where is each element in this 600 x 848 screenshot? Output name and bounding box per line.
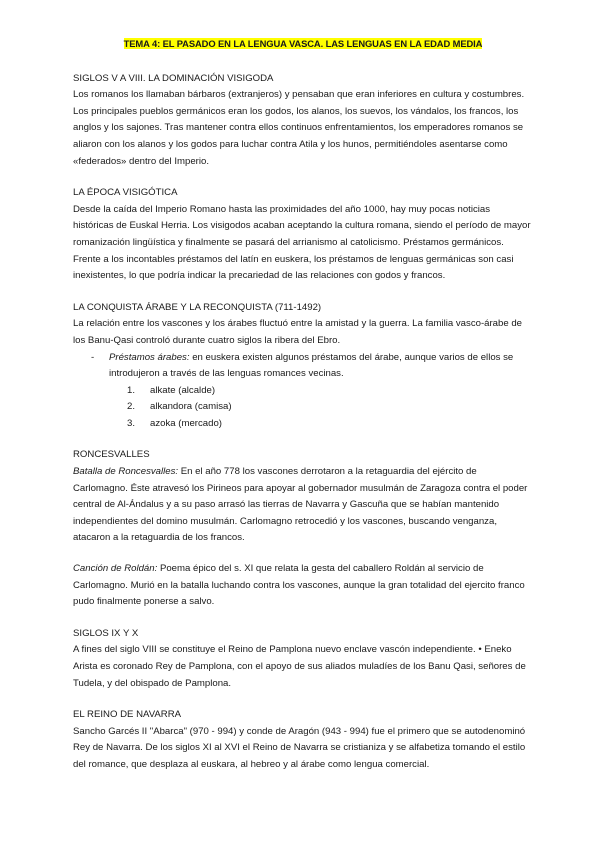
section-paragraph: Sancho Garcés II "Abarca" (970 - 994) y conde de Aragón (943 - 994) fue el primero que se autodenominó Rey de Navarra. De los siglos XI al XVI el Reino de Navarra se cristianiza y se alfabetiza tomando el estilo del romance, que desplaza al euskara, al hebreo y al árabe como lengua comercial. bbox=[73, 725, 526, 770]
section-heading: SIGLOS IX Y X bbox=[73, 627, 139, 639]
list-item-text: alkandora (camisa) bbox=[150, 401, 232, 413]
page-title bbox=[73, 36, 533, 53]
list-item bbox=[73, 416, 533, 433]
list-item bbox=[73, 399, 533, 416]
section-paragraph bbox=[73, 464, 533, 547]
section-visigoda bbox=[73, 71, 533, 171]
numbered-list bbox=[73, 383, 533, 433]
section-paragraph: A fines del siglo VIII se constituye el Reino de Pamplona nuevo enclave vascón independiente. • Eneko Arista es coronado Rey de Pamplona, con el apoyo de sus aliados muladíes de los Banu Qasi, señores de Tudela, y del obispado de Pamplona. bbox=[73, 644, 526, 689]
section-conquista-arabe bbox=[73, 300, 533, 433]
document-page bbox=[73, 36, 533, 789]
list-number: 3. bbox=[127, 417, 136, 429]
section-paragraph: La relación entre los vascones y los árabes fluctuó entre la amistad y la guerra. La familia vasco-árabe de los Banu-Qasi controló durante cuatro siglos la ribera del Ebro. bbox=[73, 318, 523, 346]
highlighted-title: TEMA 4: EL PASADO EN LA LENGUA VASCA. LAS LENGUAS EN LA EDAD MEDIA bbox=[123, 38, 483, 49]
section-paragraph: Los romanos los llamaban bárbaros (extranjeros) y pensaban que eran inferiores en cultura y costumbres. Los principales pueblos germánicos eran los godos, los alanos, los suevos, los vándalos, los francos, los anglos y los sajones. Tras mantener contra ellos continuos enfrentamientos, los emperadores romanos se aliaron con los alanos y los godos para luchar contra Atila y los hunos, permitiéndoles asentarse como «federados» dentro del Imperio. bbox=[73, 89, 525, 167]
paragraph-text: Poema épico del s. XI que relata la gesta del caballero Roldán al servicio de Carlomagno. Murió en la batalla luchando contra los vascones, aunque la gran totalidad del ejercito franco pudo finalmente ponerse a salvo. bbox=[73, 563, 525, 608]
paragraph-gap bbox=[73, 547, 533, 561]
paragraph-label: Canción de Roldán: bbox=[73, 563, 158, 575]
section-heading: EL REINO DE NAVARRA bbox=[73, 709, 182, 721]
section-epoca-visigotica bbox=[73, 185, 533, 285]
paragraph-label: Batalla de Roncesvalles: bbox=[73, 466, 179, 478]
list-item bbox=[73, 350, 533, 383]
list-number: 1. bbox=[127, 384, 136, 396]
section-heading: RONCESVALLES bbox=[73, 449, 150, 461]
list-number: 2. bbox=[127, 401, 136, 413]
section-heading: SIGLOS V A VIII. LA DOMINACIÓN VISIGODA bbox=[73, 72, 274, 84]
section-paragraph: Desde la caída del Imperio Romano hasta las proximidades del año 1000, hay muy pocas noticias históricas de Euskal Herria. Los visigodos acaban aceptando la cultura romana, siendo el período de mayor romanización lingüística y finalmente se pasará del arrianismo al catolicismo. Préstamos germánicos. Frente a los incontables préstamos del latín en euskera, los préstamos de lenguas germánicas son casi inexistentes, lo que podría indicar la precariedad de las relaciones con godos y francos. bbox=[73, 203, 531, 282]
list-item-text: azoka (mercado) bbox=[150, 417, 222, 429]
section-siglos-ix-x bbox=[73, 626, 533, 692]
section-reino-navarra bbox=[73, 707, 533, 773]
list-item-text: alkate (alcalde) bbox=[150, 384, 216, 396]
section-heading: LA ÉPOCA VISIGÓTICA bbox=[73, 187, 178, 199]
dash-bullet: - bbox=[91, 351, 95, 363]
paragraph-text: En el año 778 los vascones derrotaron a la retaguardia del ejército de Carlomagno. Éste atravesó los Pirineos para apoyar al gobernador musulmán de Zaragoza contra el poder central de Al-Ándalus y a su paso arrasó las tierras de Navarra y Gascuña que se habían mantenido independientes del domino musulmán. Carlomagno retrocedió y los vascones, buscando venganza, atacaron a la retaguardia de los francos. bbox=[73, 466, 528, 544]
dash-list bbox=[73, 350, 533, 383]
section-roncesvalles bbox=[73, 447, 533, 610]
bullet-label: Préstamos árabes: bbox=[109, 351, 190, 363]
bullet-text: en euskera existen algunos préstamos del árabe, aunque varios de ellos se introdujeron a través de las lenguas romances vecinas. bbox=[109, 351, 514, 380]
list-item bbox=[73, 383, 533, 400]
section-heading: LA CONQUISTA ÁRABE Y LA RECONQUISTA (711-1492) bbox=[73, 301, 322, 313]
section-paragraph bbox=[73, 561, 533, 611]
